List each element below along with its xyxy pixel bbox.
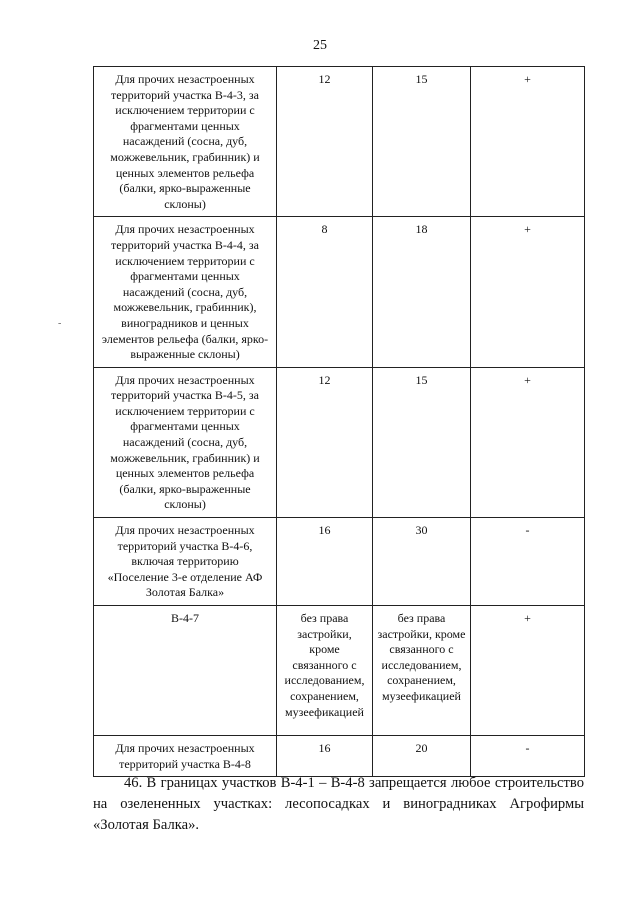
table-row <box>94 217 585 367</box>
value-cell-col3: 30 <box>373 518 471 606</box>
table-row <box>94 606 585 736</box>
table-row <box>94 736 585 777</box>
territory-description: Для прочих незастроенных территорий участка В-4-8 <box>94 736 277 777</box>
value-cell-col2: 8 <box>277 217 373 367</box>
value-cell-col4: + <box>471 217 585 367</box>
value-cell-col3: 20 <box>373 736 471 777</box>
page-number: 25 <box>313 38 327 53</box>
value-cell-col2: 12 <box>277 367 373 517</box>
table-row <box>94 67 585 217</box>
table-row <box>94 518 585 606</box>
value-cell-col2: 16 <box>277 736 373 777</box>
value-cell-col4: - <box>471 736 585 777</box>
territory-description: Для прочих незастроенных территорий участка В-4-5, за исключением территории с фрагментами ценных насаждений (сосна, дуб, можжевельник, грабинник) и ценных элементов рельефа (балки, ярко-выраженные склоны) <box>94 367 277 517</box>
value-cell-col2: 12 <box>277 67 373 217</box>
value-cell-col4: + <box>471 367 585 517</box>
territory-description: В-4-7 <box>94 606 277 736</box>
table-row <box>94 367 585 517</box>
clause-46-paragraph: 46. В границах участков В-4-1 – В-4-8 запрещается любое строительство на озелененных участках: лесопосадках и виноградниках Агрофирмы «Золотая Балка». <box>93 775 584 833</box>
value-cell-col4: + <box>471 606 585 736</box>
value-cell-col2: без права застройки, кроме связанного с исследованием, сохранением, музеефикацией <box>277 606 373 736</box>
value-cell-col3: 15 <box>373 67 471 217</box>
value-cell-col3: 18 <box>373 217 471 367</box>
value-cell-col3: без права застройки, кроме связанного с исследованием, сохранением, музеефикацией <box>373 606 471 736</box>
value-cell-col3: 15 <box>373 367 471 517</box>
zoning-table <box>93 66 585 777</box>
territory-description: Для прочих незастроенных территорий участка В-4-6, включая территорию «Поселение 3-е отделение АФ Золотая Балка» <box>94 518 277 606</box>
margin-mark: - <box>58 318 62 329</box>
value-cell-col4: - <box>471 518 585 606</box>
value-cell-col2: 16 <box>277 518 373 606</box>
value-cell-col4: + <box>471 67 585 217</box>
territory-description: Для прочих незастроенных территорий участка В-4-3, за исключением территории с фрагментами ценных насаждений (сосна, дуб, можжевельник, грабинник) и ценных элементов рельефа (балки, ярко-выраженные склоны) <box>94 67 277 217</box>
territory-description: Для прочих незастроенных территорий участка В-4-4, за исключением территории с фрагментами ценных насаждений (сосна, дуб, можжевельник, грабинник), виноградников и ценных элементов рельефа (балки, ярко-выраженные склоны) <box>94 217 277 367</box>
